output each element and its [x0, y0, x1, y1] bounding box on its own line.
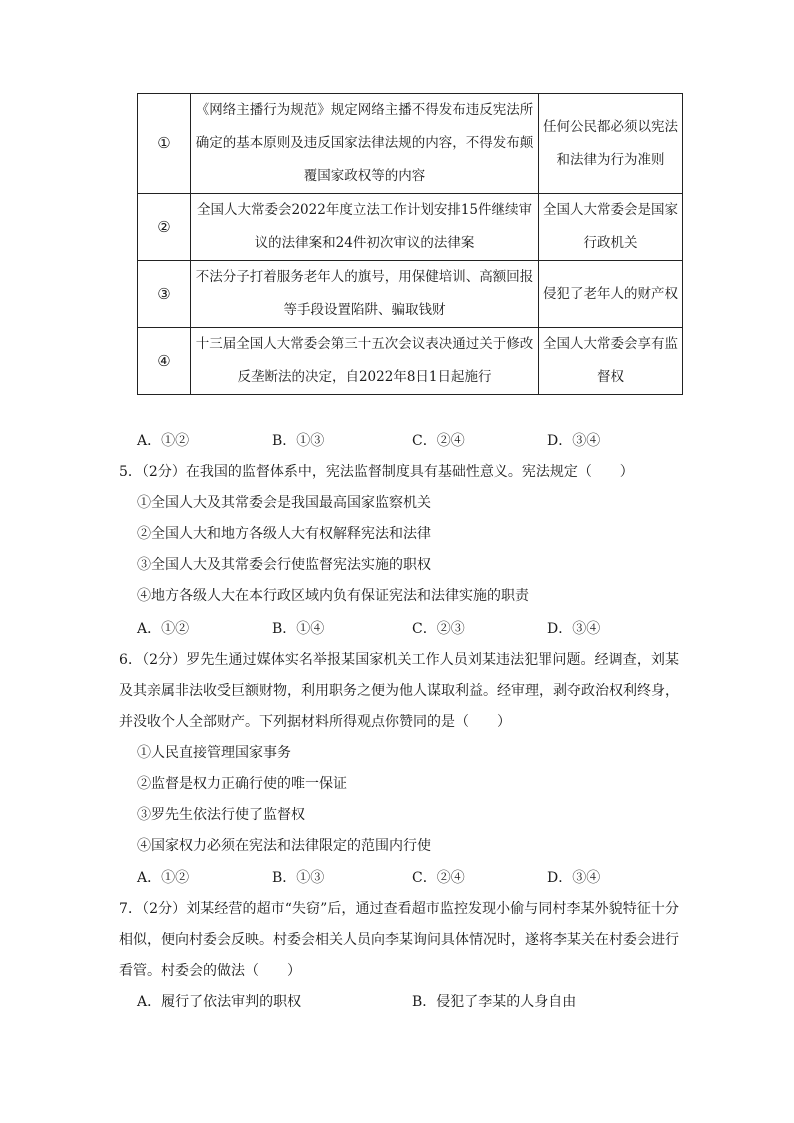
option-a: A．①② — [137, 433, 190, 449]
statement-item: ①人民直接管理国家事务 — [137, 745, 291, 761]
option-d: D．③④ — [547, 621, 601, 637]
question-stem: 7．（2分）刘某经营的超市“失窃”后，通过查看超市监控发现小偷与同村李某外貌特征十分相似，便向村委会反映。村委会相关人员向李某询问具体情况时，遂将李某关在村委会进行看管。村委会的做法（ ） — [119, 901, 679, 979]
option-a: A．①② — [137, 870, 190, 886]
option-d: D．③④ — [547, 433, 601, 449]
statement-item: ②监督是权力正确行使的唯一保证 — [137, 776, 347, 792]
option-b: B．侵犯了李某的人身自由 — [412, 994, 577, 1010]
row-number: ② — [138, 194, 191, 261]
question-5-options — [137, 617, 677, 641]
question-4-options — [137, 429, 677, 453]
row-judgment: 全国人大常委会是国家行政机关 — [539, 194, 683, 261]
row-content: 《网络主播行为规范》规定网络主播不得发布违反宪法所确定的基本原则及违反国家法律法规的内容，不得发布颠覆国家政权等的内容 — [191, 94, 539, 194]
option-c: C．②④ — [412, 870, 465, 886]
statement-item: ②全国人大和地方各级人大有权解释宪法和法律 — [137, 526, 431, 542]
row-judgment: 侵犯了老年人的财产权 — [539, 261, 683, 328]
option-d: D．③④ — [547, 870, 601, 886]
question-6-options — [137, 866, 677, 890]
option-b: B．①④ — [272, 621, 325, 637]
question-4-table — [137, 93, 683, 395]
question-stem: 6．（2分）罗先生通过媒体实名举报某国家机关工作人员刘某违法犯罪问题。经调查，刘某及其亲属非法收受巨额财物，利用职务之便为他人谋取利益。经审理，剥夺政治权利终身，并没收个人全部财产。下列据材料所得观点你赞同的是（ ） — [119, 652, 679, 730]
row-content: 不法分子打着服务老年人的旗号，用保健培训、高额回报等手段设置陷阱、骗取钱财 — [191, 261, 539, 328]
table-row — [138, 94, 683, 194]
table-row — [138, 328, 683, 395]
statement-item: ④国家权力必须在宪法和法律限定的范围内行使 — [137, 838, 431, 854]
option-a: A．履行了依法审判的职权 — [137, 994, 302, 1010]
question-7 — [119, 894, 679, 987]
option-a: A．①② — [137, 621, 190, 637]
statement-item: ③全国人大及其常委会行使监督宪法实施的职权 — [137, 557, 431, 573]
row-number: ① — [138, 94, 191, 194]
row-number: ④ — [138, 328, 191, 395]
question-7-options — [137, 990, 677, 1014]
row-content: 十三届全国人大常委会第三十五次会议表决通过关于修改反垄断法的决定，自2022年8日1日起施行 — [191, 328, 539, 395]
option-b: B．①③ — [272, 433, 325, 449]
question-6 — [119, 645, 679, 862]
question-5 — [119, 457, 679, 612]
statement-item: ④地方各级人大在本行政区域内负有保证宪法和法律实施的职责 — [137, 588, 529, 604]
row-judgment: 任何公民都必须以宪法和法律为行为准则 — [539, 94, 683, 194]
question-stem: 5．（2分）在我国的监督体系中，宪法监督制度具有基础性意义。宪法规定（ ） — [119, 464, 634, 480]
option-c: C．②③ — [412, 621, 465, 637]
table-row — [138, 261, 683, 328]
row-judgment: 全国人大常委会享有监督权 — [539, 328, 683, 395]
option-c: C．②④ — [412, 433, 465, 449]
statement-item: ③罗先生依法行使了监督权 — [137, 807, 305, 823]
row-content: 全国人大常委会2022年度立法工作计划安排15件继续审议的法律案和24件初次审议的法律案 — [191, 194, 539, 261]
table-row — [138, 194, 683, 261]
row-number: ③ — [138, 261, 191, 328]
statement-item: ①全国人大及其常委会是我国最高国家监察机关 — [137, 495, 431, 511]
option-b: B．①③ — [272, 870, 325, 886]
